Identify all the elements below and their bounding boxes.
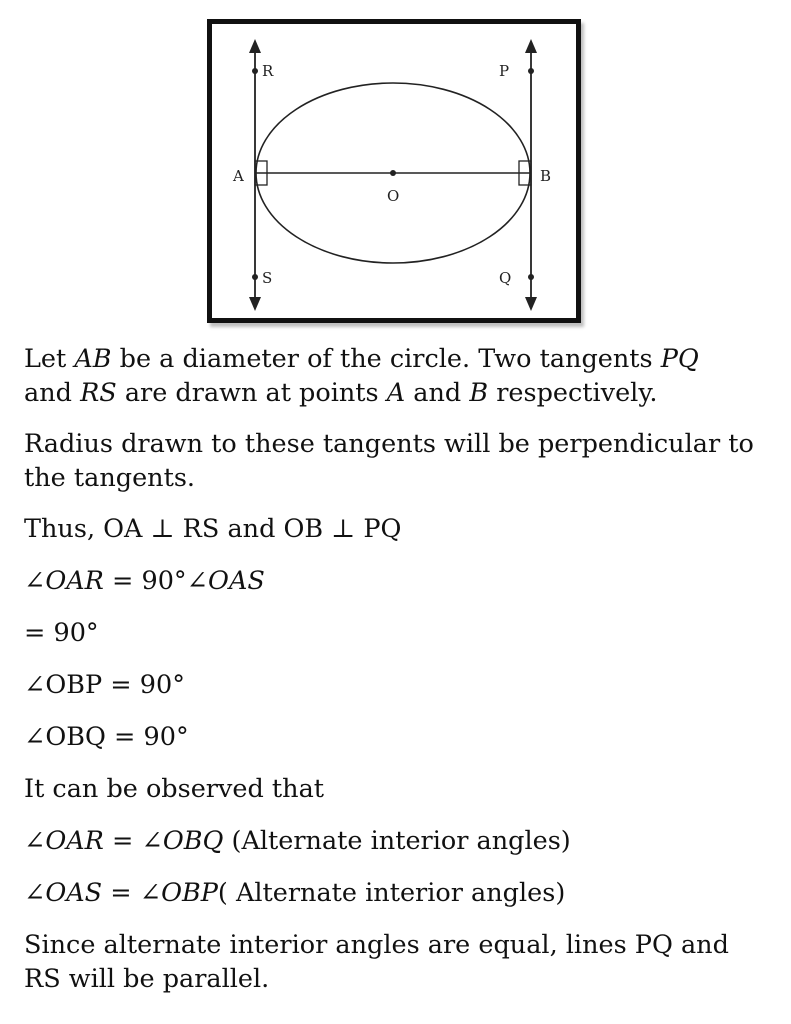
math-equals-90: = 90° [103, 566, 187, 596]
equation-alternate-2 [24, 876, 769, 910]
math-angle-oar: ∠OAR [24, 566, 104, 596]
solution-text [24, 342, 769, 1013]
text-segment: Let [24, 344, 75, 374]
point-s [252, 274, 258, 280]
paragraph-conclusion: Since alternate interior angles are equal, lines PQ and RS will be parallel. [24, 930, 729, 994]
math-equals: = [103, 826, 142, 856]
diagram-svg [207, 19, 581, 323]
equation-obp: ∠OBP = 90° [24, 670, 185, 700]
label-a: A [233, 167, 244, 185]
equation-equals-90: = 90° [24, 618, 99, 648]
text-segment: be a diameter of the circle. Two tangents [111, 344, 661, 374]
math-pq: PQ [660, 344, 699, 374]
label-q: Q [499, 269, 512, 287]
arrow-down-right-icon [525, 297, 537, 311]
paragraph-perpendicular: Thus, OA ⊥ RS and OB ⊥ PQ [24, 514, 402, 544]
equation-oar-oas [24, 564, 769, 598]
equation-alternate-1 [24, 824, 769, 858]
label-b: B [540, 167, 552, 185]
paragraph-radius: Radius drawn to these tangents will be perpendicular to the tangents. [24, 429, 754, 493]
math-angle-oas: ∠OAS [186, 566, 265, 596]
label-s: S [262, 269, 273, 287]
label-p: P [499, 62, 510, 80]
label-o: O [387, 187, 400, 205]
note-alternate: (Alternate interior angles) [223, 826, 571, 856]
label-r: R [262, 62, 274, 80]
paragraph-intro [24, 342, 769, 410]
text-segment: and [405, 378, 470, 408]
math-angle-oas: ∠OAS [24, 878, 103, 908]
math-ab: AB [74, 344, 112, 374]
center-point [390, 170, 396, 176]
point-p [528, 68, 534, 74]
text-segment: respectively. [488, 378, 658, 408]
math-a: A [386, 378, 406, 408]
note-alternate: ( Alternate interior angles) [217, 878, 566, 908]
point-r [252, 68, 258, 74]
math-b: B [469, 378, 489, 408]
math-angle-obq: ∠OBQ [141, 826, 224, 856]
arrow-up-left-icon [249, 39, 261, 53]
arrow-down-left-icon [249, 297, 261, 311]
math-angle-obp: ∠OBP [139, 878, 218, 908]
arrow-up-right-icon [525, 39, 537, 53]
geometry-figure [207, 19, 581, 323]
text-segment: and [24, 378, 81, 408]
equation-obq: ∠OBQ = 90° [24, 722, 189, 752]
text-segment: are drawn at points [116, 378, 387, 408]
point-q [528, 274, 534, 280]
paragraph-observed: It can be observed that [24, 774, 325, 804]
math-equals: = [102, 878, 140, 908]
math-rs: RS [80, 378, 117, 408]
math-angle-oar: ∠OAR [24, 826, 104, 856]
